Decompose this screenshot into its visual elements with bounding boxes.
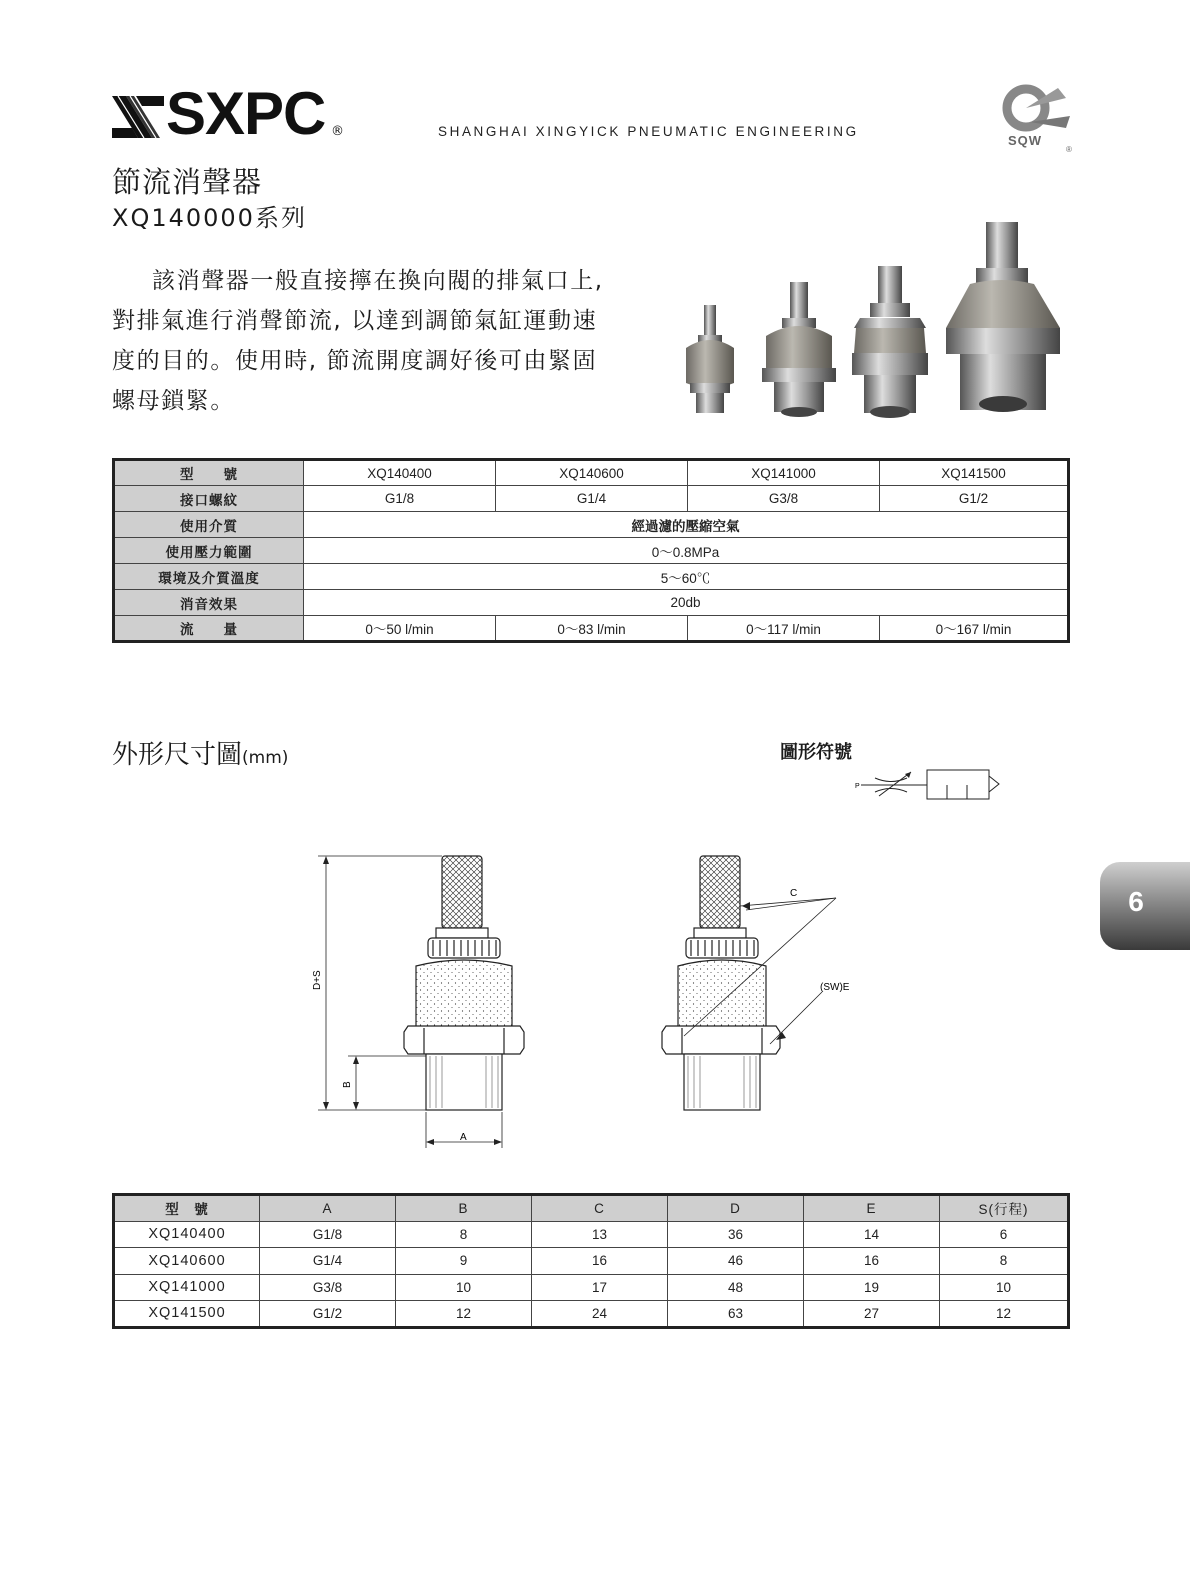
table-cell: 48 [668,1274,804,1301]
table-cell: 8 [940,1248,1069,1275]
table-cell: G1/4 [496,486,688,512]
sqw-logo-text: SQW [1008,133,1043,148]
table-row [114,1274,1069,1301]
table-cell: 16 [804,1248,940,1275]
table-cell: 0～50 l/min [304,616,496,642]
table-row [114,538,1069,564]
column-header: 型 號 [114,1195,260,1222]
description-line: 該消聲器一般直接擰在換向閥的排氣口上, [152,268,604,294]
column-header: S(行程) [940,1195,1069,1222]
row-label: 使用介質 [114,512,304,538]
table-row [114,512,1069,538]
table-cell: 63 [668,1301,804,1328]
table-row [114,1221,1069,1248]
silencer-xq140600-photo [762,282,836,417]
dimension-title [112,734,288,771]
table-cell: 0～83 l/min [496,616,688,642]
table-cell: 24 [532,1301,668,1328]
table-cell: G1/8 [304,486,496,512]
table-cell: XQ140400 [304,460,496,486]
table-cell: XQ141500 [114,1301,260,1328]
table-cell: 10 [396,1274,532,1301]
table-cell: 27 [804,1301,940,1328]
dimension-title-text: 外形尺寸圖 [112,740,243,770]
row-label: 流 量 [114,616,304,642]
table-cell: 13 [532,1221,668,1248]
table-cell: 16 [532,1248,668,1275]
row-label: 使用壓力範圍 [114,538,304,564]
table-cell: XQ140600 [496,460,688,486]
table-cell: 12 [940,1301,1069,1328]
table-cell: XQ141000 [114,1274,260,1301]
left-view [404,856,524,1110]
row-label: 型 號 [114,460,304,486]
table-row [114,486,1069,512]
table-cell: G3/8 [260,1274,396,1301]
column-header: D [668,1195,804,1222]
table-row [114,616,1069,642]
sqw-registered-mark: ® [1066,145,1072,154]
column-header: B [396,1195,532,1222]
table-cell: G1/8 [260,1221,396,1248]
row-label: 環境及介質溫度 [114,564,304,590]
dim-label-b: B [342,1081,353,1088]
table-cell: 6 [940,1221,1069,1248]
table-cell: 14 [804,1221,940,1248]
table-cell: 20db [304,590,1069,616]
right-view [662,856,780,1110]
table-cell: 5～60℃ [304,564,1069,590]
table-cell: 36 [668,1221,804,1248]
table-cell: 0～167 l/min [880,616,1069,642]
dimension-drawing [300,848,900,1158]
dim-label-ds: D+S [312,970,323,990]
table-row [114,1248,1069,1275]
table-cell: 0～0.8MPa [304,538,1069,564]
table-cell: 8 [396,1221,532,1248]
description-line: 對排氣進行消聲節流, 以達到調節氣缸運動速 [112,308,598,334]
chapter-tab-number: 6 [1128,886,1144,917]
pneumatic-symbol-icon [855,764,1005,802]
column-header: E [804,1195,940,1222]
table-row [114,564,1069,590]
product-title: 節流消聲器 [112,165,263,199]
symbol-title: 圖形符號 [780,742,852,763]
sxpc-logo-stripes-icon [112,96,164,138]
table-cell: 12 [396,1301,532,1328]
table-cell: 經過濾的壓縮空氣 [304,512,1069,538]
description-line: 螺母鎖緊。 [112,388,235,414]
dimension-unit: (mm) [242,748,289,768]
table-header-row [114,1195,1069,1222]
table-cell: 0～117 l/min [688,616,880,642]
table-cell: G1/4 [260,1248,396,1275]
table-row [114,460,1069,486]
company-name: SHANGHAI XINGYICK PNEUMATIC ENGINEERING [438,124,859,139]
table-cell: 19 [804,1274,940,1301]
spec-table [112,458,1070,643]
table-cell: 46 [668,1248,804,1275]
registered-mark: ® [331,124,344,139]
silencer-xq140400-photo [686,305,734,413]
description-line: 度的目的。使用時, 節流開度調好後可由緊固 [112,348,598,374]
table-cell: XQ140600 [114,1248,260,1275]
row-label: 接口螺紋 [114,486,304,512]
table-row [114,1301,1069,1328]
column-header: C [532,1195,668,1222]
silencer-xq141000-photo [852,266,928,418]
table-cell: 9 [396,1248,532,1275]
table-cell: XQ140400 [114,1221,260,1248]
table-row [114,590,1069,616]
table-cell: G1/2 [260,1301,396,1328]
silencer-xq141500-photo [946,222,1060,412]
column-header: A [260,1195,396,1222]
table-cell: XQ141000 [688,460,880,486]
symbol-port-label: P [855,783,860,790]
table-cell: XQ141500 [880,460,1069,486]
dim-label-a: A [460,1132,467,1143]
series-title: XQ140000系列 [112,204,307,232]
dim-label-swe: (SW)E [820,982,850,993]
brand-name: SXPC [166,80,326,147]
dim-label-c: C [790,888,798,899]
table-cell: G1/2 [880,486,1069,512]
dimension-table [112,1193,1070,1329]
row-label: 消音效果 [114,590,304,616]
sqw-logo [1000,82,1078,154]
table-cell: G3/8 [688,486,880,512]
product-photo [664,188,1084,438]
table-cell: 10 [940,1274,1069,1301]
table-cell: 17 [532,1274,668,1301]
